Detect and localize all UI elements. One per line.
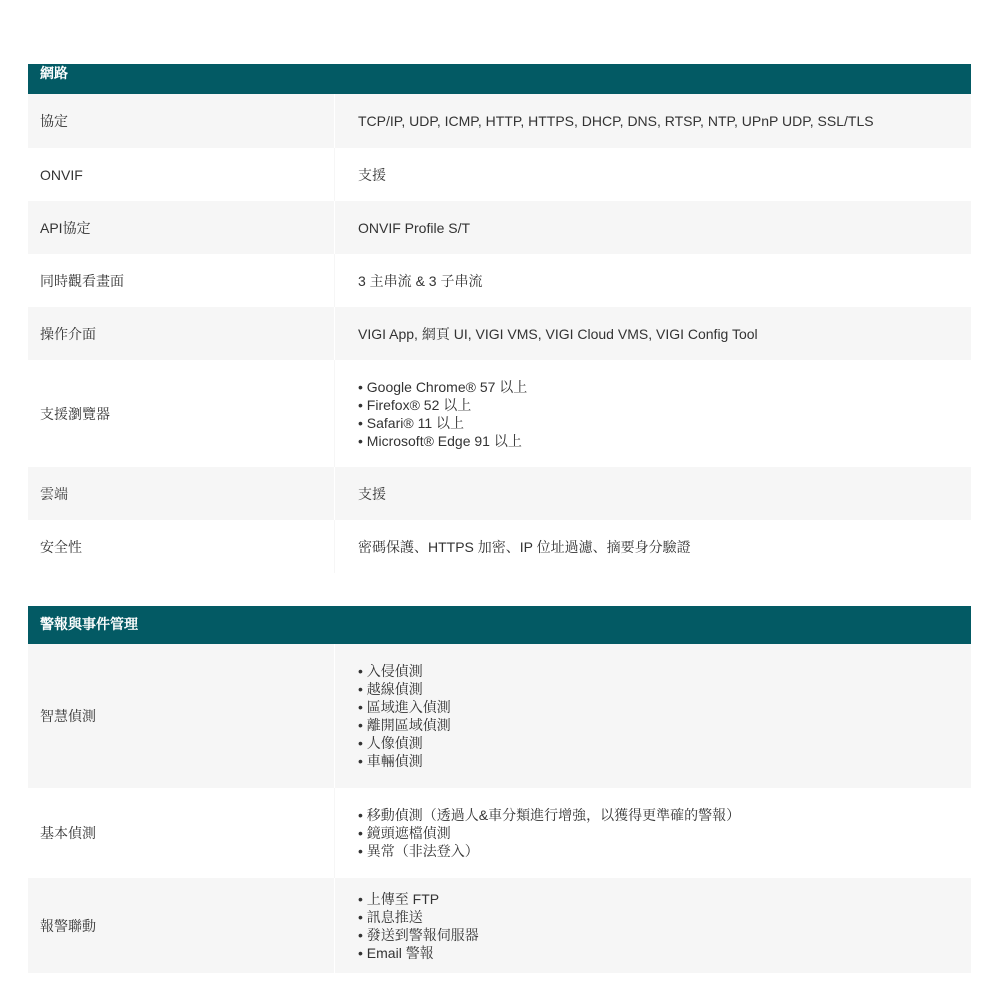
value-line: TCP/IP, UDP, ICMP, HTTP, HTTPS, DHCP, DNS, RTSP, NTP, UPnP UDP, SSL/TLS <box>358 113 874 129</box>
table-row <box>28 644 971 788</box>
value-line: • 鏡頭遮檔偵測 <box>358 825 451 841</box>
value-line: 支援 <box>358 485 386 502</box>
value-line: 3 主串流 & 3 子串流 <box>358 272 483 289</box>
alarm-spec-table <box>28 606 971 973</box>
value-line: • Safari® 11 以上 <box>358 414 464 431</box>
value-line: • Microsoft® Edge 91 以上 <box>358 432 522 449</box>
value-line: 密碼保護、HTTPS 加密、IP 位址過濾、摘要身分驗證 <box>358 538 691 555</box>
row-label: 協定 <box>28 94 335 148</box>
value-line: VIGI App, 網頁 UI, VIGI VMS, VIGI Cloud VMS, VIGI Config Tool <box>358 325 758 342</box>
network-spec-table <box>28 64 971 573</box>
table-row <box>28 788 971 878</box>
row-label: 操作介面 <box>28 307 335 360</box>
row-value <box>335 254 971 307</box>
row-value <box>335 201 971 254</box>
row-value <box>335 644 971 788</box>
row-label: 支援瀏覽器 <box>28 360 335 467</box>
row-value <box>335 878 971 973</box>
value-line: • 訊息推送 <box>358 908 423 925</box>
table-row <box>28 520 971 573</box>
section-header: 網路 <box>28 64 971 94</box>
table-row <box>28 148 971 201</box>
row-value <box>335 360 971 467</box>
table-row <box>28 254 971 307</box>
table-row <box>28 360 971 467</box>
value-line: • 區域進入偵測 <box>358 699 451 715</box>
value-line: • 發送到警報伺服器 <box>358 926 479 943</box>
table-row <box>28 878 971 973</box>
row-value <box>335 307 971 360</box>
value-line: • 上傳至 FTP <box>358 890 440 907</box>
table-row <box>28 467 971 520</box>
row-label: 雲端 <box>28 467 335 520</box>
row-label: 報警聯動 <box>28 878 335 973</box>
table-row <box>28 94 971 148</box>
row-value <box>335 788 971 878</box>
value-line: • 離開區域偵測 <box>358 717 451 733</box>
value-line: • 移動偵測（透過人&車分類進行增強，以獲得更準確的警報） <box>358 807 741 823</box>
row-value <box>335 520 971 573</box>
row-value <box>335 467 971 520</box>
row-label: 智慧偵測 <box>28 644 335 788</box>
value-line: • 車輛偵測 <box>358 753 423 769</box>
value-line: 支援 <box>358 166 386 183</box>
row-label: 安全性 <box>28 520 335 573</box>
row-label: ONVIF <box>28 148 335 201</box>
value-line: • 越線偵測 <box>358 681 423 697</box>
table-row <box>28 201 971 254</box>
value-line: ONVIF Profile S/T <box>358 219 471 236</box>
value-line: • 異常（非法登入） <box>358 843 479 859</box>
row-value <box>335 94 971 148</box>
row-label: 同時觀看畫面 <box>28 254 335 307</box>
value-line: • 入侵偵測 <box>358 663 423 679</box>
value-line: • Email 警報 <box>358 944 434 961</box>
value-line: • 人像偵測 <box>358 735 423 751</box>
value-line: • Firefox® 52 以上 <box>358 396 472 413</box>
value-line: • Google Chrome® 57 以上 <box>358 378 528 395</box>
section-header: 警報與事件管理 <box>28 606 971 644</box>
row-label: 基本偵測 <box>28 788 335 878</box>
table-row <box>28 307 971 360</box>
row-label: API協定 <box>28 201 335 254</box>
row-value <box>335 148 971 201</box>
